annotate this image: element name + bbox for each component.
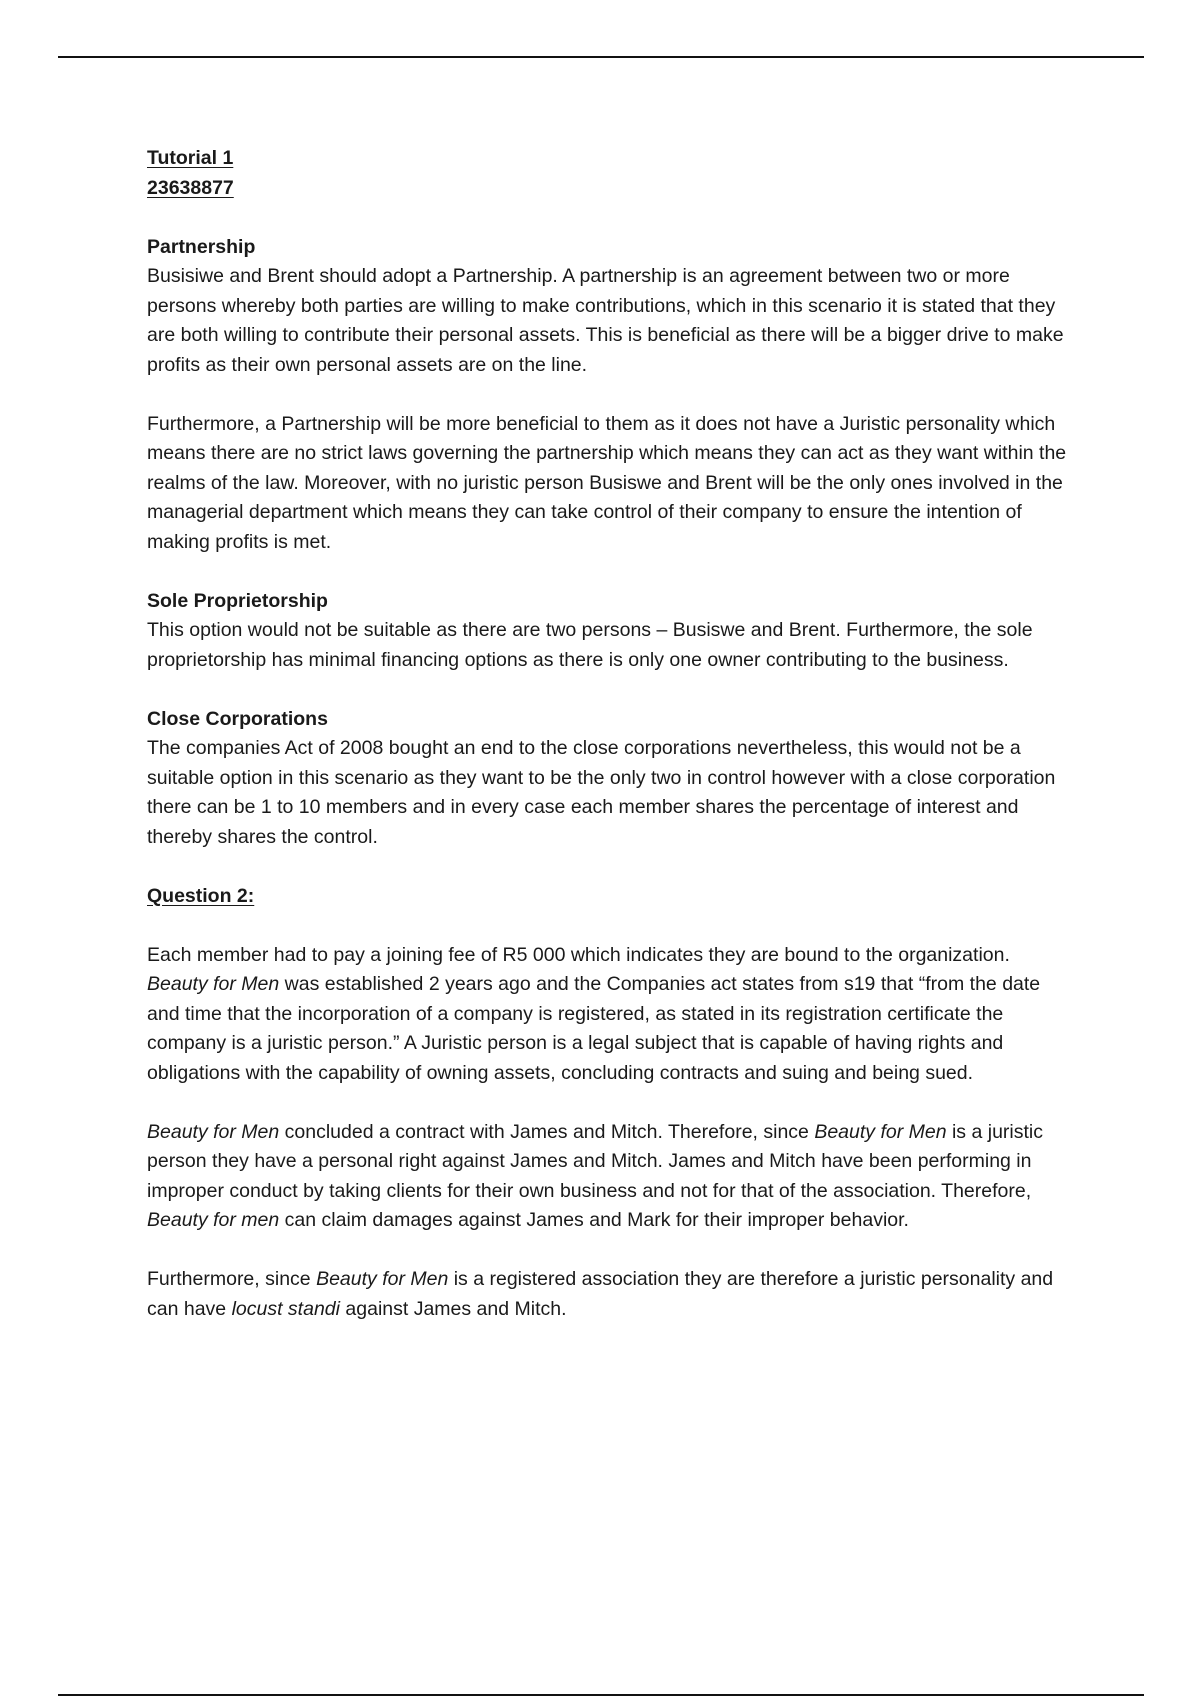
top-rule (58, 56, 1144, 58)
text-run: Furthermore, since (147, 1268, 311, 1290)
text-run: Each member had to pay a joining fee of R5 000 which indicates they are bound to the organization. (147, 943, 1010, 966)
italic-term: Beauty for Men (147, 973, 280, 995)
question-2-paragraph-1 (147, 941, 1067, 1089)
italic-term: Beauty for Men (316, 1268, 449, 1290)
text-run: can claim damages against James and Mark for their improper behavior. (284, 1209, 909, 1231)
question-2-paragraph-2 (147, 1118, 1067, 1236)
student-number: 23638877 (147, 176, 234, 199)
bottom-rule (58, 1694, 1144, 1696)
document-header (147, 144, 1067, 203)
italic-term: locust standi (231, 1297, 340, 1320)
question-2-paragraph-3 (147, 1265, 1067, 1324)
document-body (147, 144, 1067, 1324)
tutorial-title: Tutorial 1 (147, 147, 234, 169)
italic-term: Beauty for Men (814, 1120, 947, 1143)
italic-term: Beauty for men (147, 1209, 280, 1231)
question-2-heading: Question 2: (147, 884, 255, 907)
partnership-paragraph-1: Busisiwe and Brent should adopt a Partnership. A partnership is an agreement between two or more persons whereby both parties are willing to make contributions, which in this scenario it is stated that they are both willing to contribute their personal assets. This is beneficial as there will be a bigger drive to make profits as their own personal assets are on the line. (147, 265, 1064, 376)
sole-proprietorship-heading: Sole Proprietorship (147, 589, 328, 612)
close-corporations-heading: Close Corporations (147, 707, 328, 730)
close-corporations-paragraph: The companies Act of 2008 bought an end to the close corporations nevertheless, this would not be a suitable option in this scenario as they want to be the only two in control however with a close corporation there can be 1 to 10 members and in every case each member shares the percentage of interest and thereby shares the control. (147, 737, 1056, 848)
partnership-paragraph-2: Furthermore, a Partnership will be more beneficial to them as it does not have a Juristic personality which means there are no strict laws governing the partnership which means they can act as they want within the realms of the law. Moreover, with no juristic person Busiswe and Brent will be the only ones involved in the managerial department which means they can take control of their company to ensure the intention of making profits is met. (147, 412, 1067, 553)
partnership-heading: Partnership (147, 235, 256, 258)
sole-proprietorship-paragraph: This option would not be suitable as there are two persons – Busiswe and Brent. Furthermore, the sole proprietorship has minimal financing options as there is only one owner contributing to the business. (147, 619, 1033, 671)
italic-term: Beauty for Men (147, 1120, 280, 1143)
text-run: is a juristic person they have a personal right against James and Mitch. James and Mitch have been performing in improper conduct by taking clients for their own business and not for that of the association. Therefore, (147, 1120, 1043, 1202)
text-run: concluded a contract with James and Mitch. Therefore, since (284, 1120, 809, 1143)
text-run: is a registered association they are therefore a juristic personality and can have (147, 1268, 1054, 1320)
text-run: against James and Mitch. (345, 1297, 567, 1320)
text-run: was established 2 years ago and the Companies act states from s19 that “from the date and time that the incorporation of a company is registered, as stated in its registration certificate the company is a juristic person.” A Juristic person is a legal subject that is capable of having rights and obligations with the capability of owning assets, concluding contracts and suing and being sued. (147, 973, 1041, 1084)
